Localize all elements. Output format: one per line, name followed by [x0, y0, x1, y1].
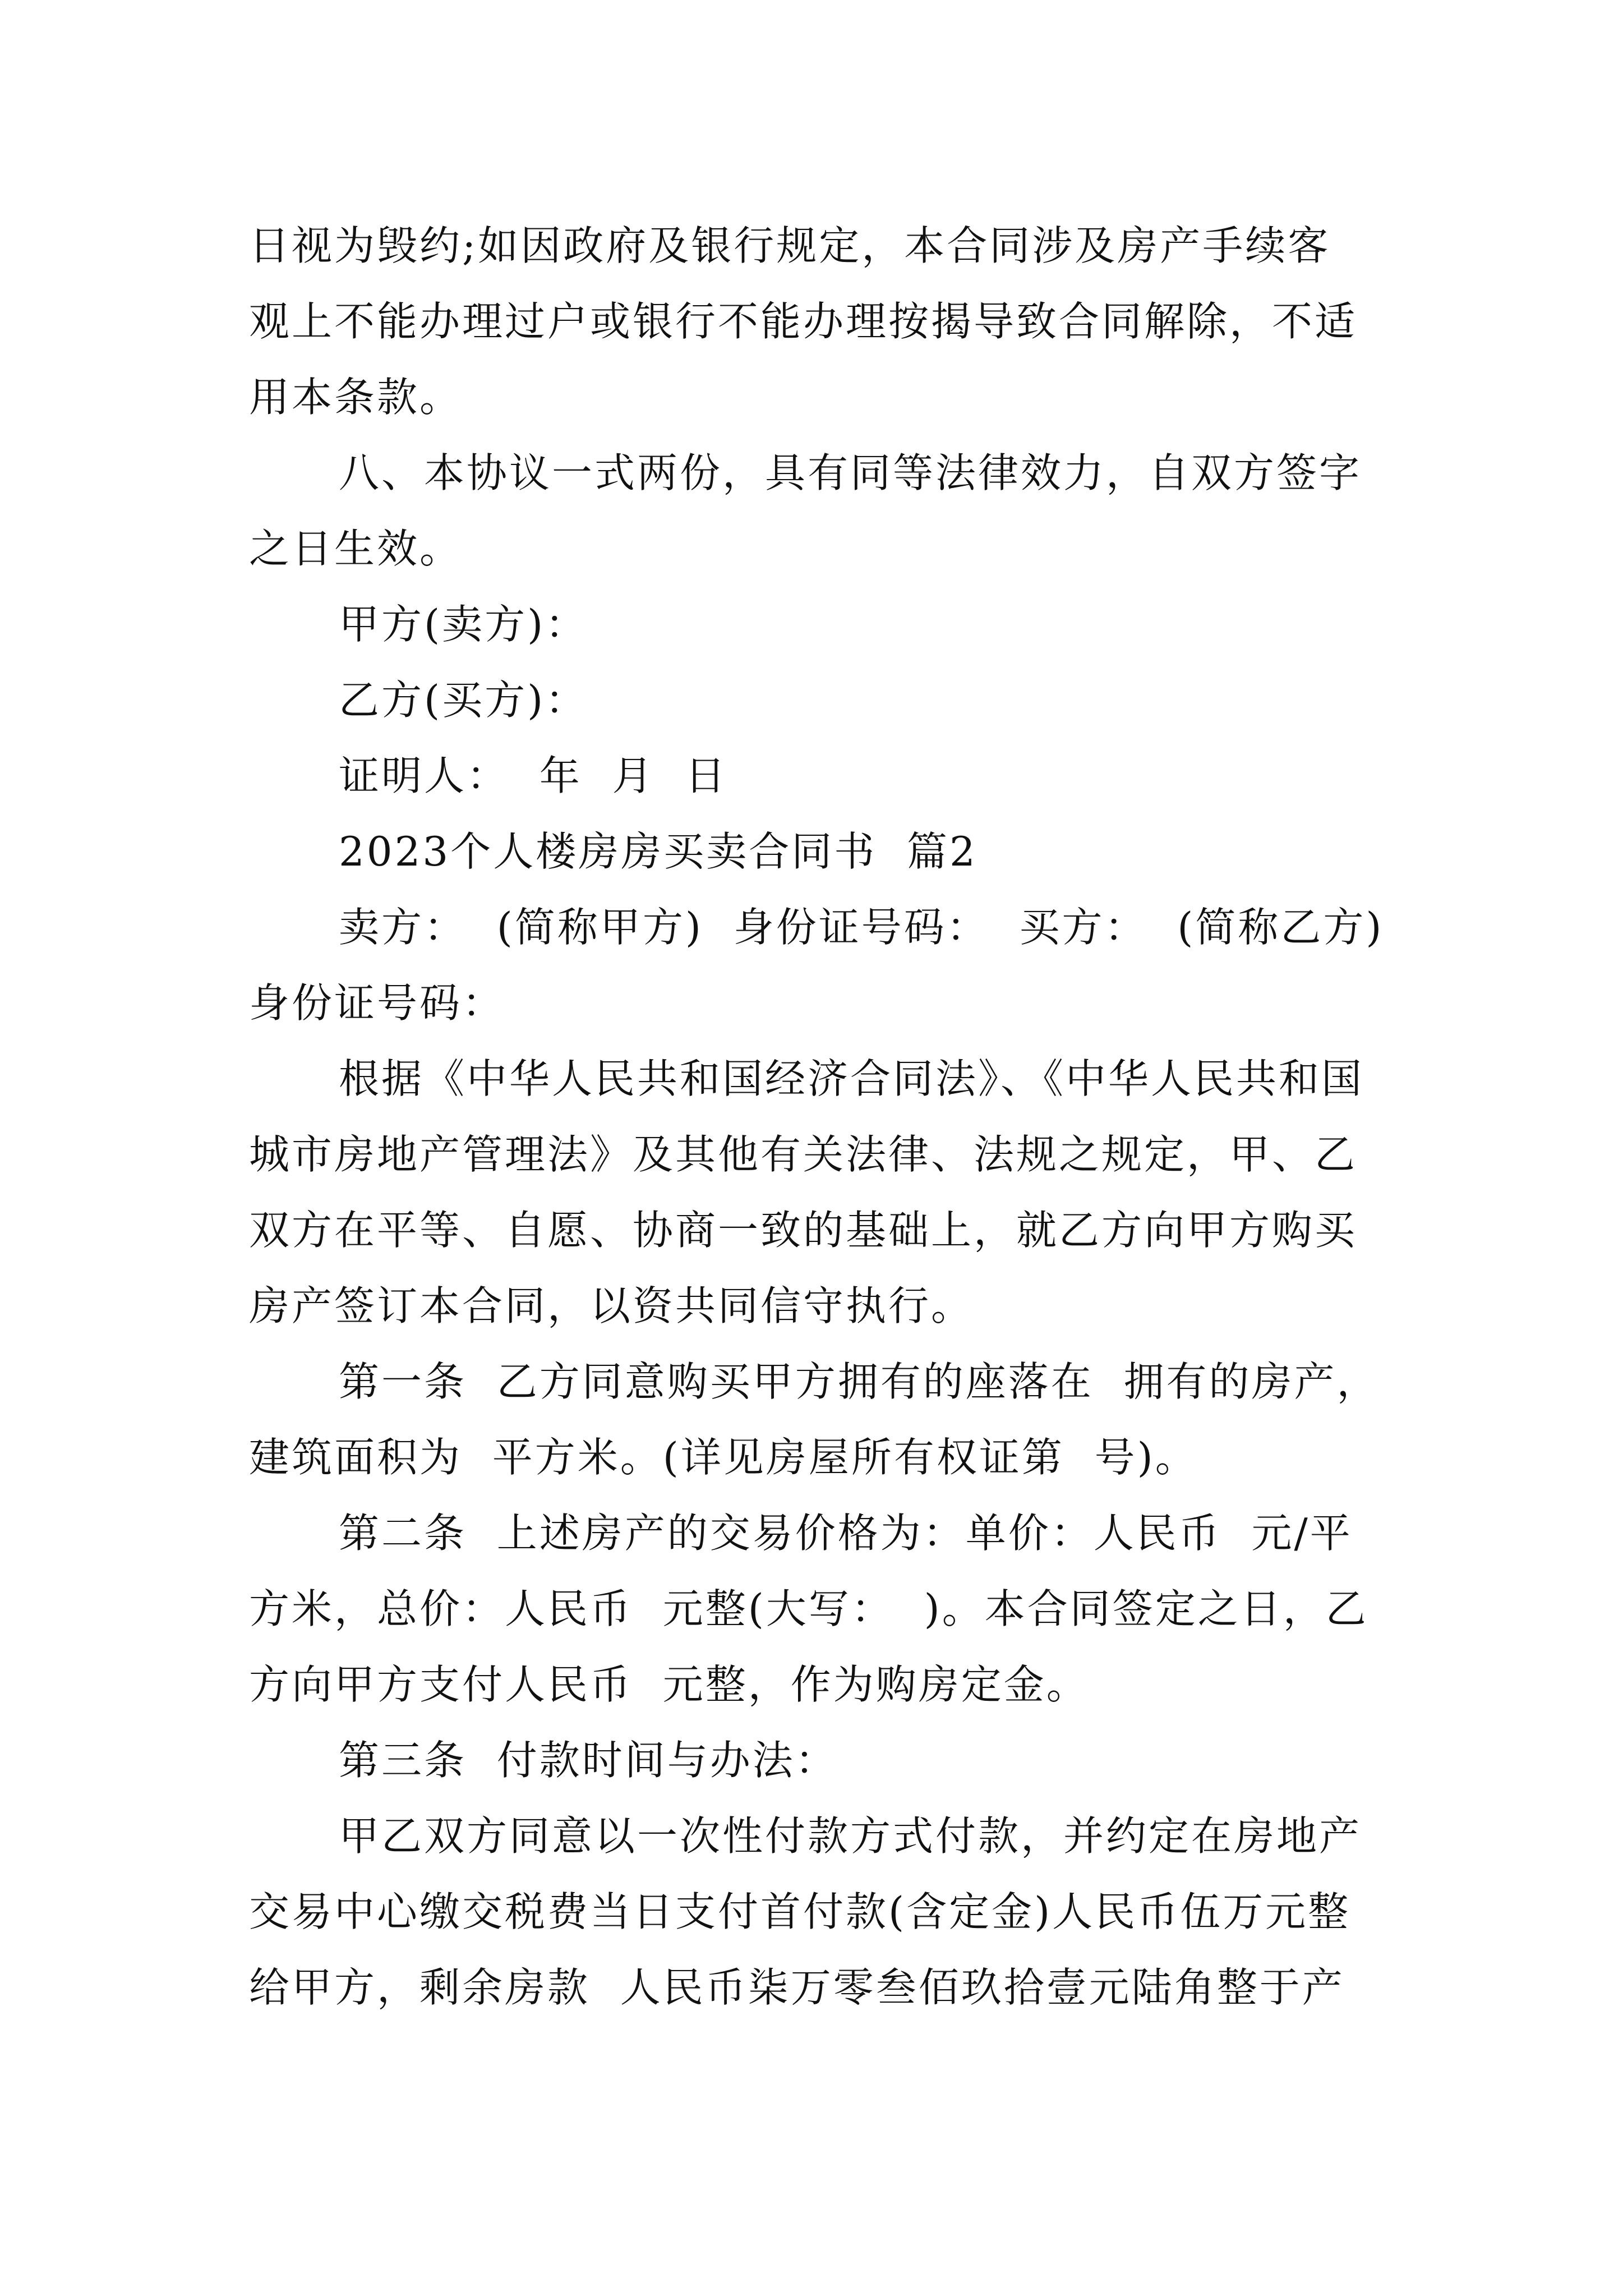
section-heading: 2023个人楼房房买卖合同书 篇2	[339, 828, 978, 875]
text-line: 用本条款。	[249, 374, 463, 421]
article-2: 第二条 上述房产的交易价格为：单价：人民币 元/平	[339, 1510, 1353, 1557]
payment-paragraph: 甲乙双方同意以一次性付款方式付款，并约定在房地产	[339, 1812, 1362, 1860]
article-3: 第三条 付款时间与办法：	[339, 1737, 838, 1784]
text-line: 房产签订本合同，以资共同信守执行。	[249, 1282, 974, 1329]
text-line: 方米，总价：人民币 元整(大写： )。本合同签定之日，乙	[249, 1585, 1368, 1632]
text-line: 交易中心缴交税费当日支付首付款(含定金)人民币伍万元整	[249, 1888, 1351, 1935]
text-line: 城市房地产管理法》及其他有关法律、法规之规定，甲、乙	[249, 1131, 1358, 1178]
text-line: 观上不能办理过户或银行不能办理按揭导致合同解除，不适	[249, 298, 1358, 345]
text-line: 双方在平等、自愿、协商一致的基础上，就乙方向甲方购买	[249, 1207, 1358, 1254]
paragraph-article-8: 八、本协议一式两份，具有同等法律效力，自双方签字	[339, 449, 1362, 496]
text-line: 日视为毁约;如因政府及银行规定，本合同涉及房产手续客	[249, 222, 1331, 269]
witness-date-label: 证明人： 年 月 日	[339, 752, 728, 799]
text-line: 方向甲方支付人民币 元整，作为购房定金。	[249, 1661, 1089, 1708]
parties-line: 卖方： (简称甲方) 身份证号码： 买方： (简称乙方)	[339, 904, 1384, 951]
preamble-paragraph: 根据《中华人民共和国经济合同法》、《中华人民共和国	[339, 1055, 1364, 1102]
text-line: 给甲方，剩余房款 人民币柒万零叁佰玖拾壹元陆角整于产	[249, 1964, 1345, 2011]
text-line: 之日生效。	[249, 525, 463, 572]
text-line: 身份证号码：	[249, 979, 505, 1027]
article-1: 第一条 乙方同意购买甲方拥有的座落在 拥有的房产，	[339, 1358, 1380, 1405]
text-line: 建筑面积为 平方米。(详见房屋所有权证第 号)。	[249, 1434, 1198, 1481]
party-b-signature-label: 乙方(买方)：	[339, 677, 588, 724]
party-a-signature-label: 甲方(卖方)：	[339, 601, 588, 648]
